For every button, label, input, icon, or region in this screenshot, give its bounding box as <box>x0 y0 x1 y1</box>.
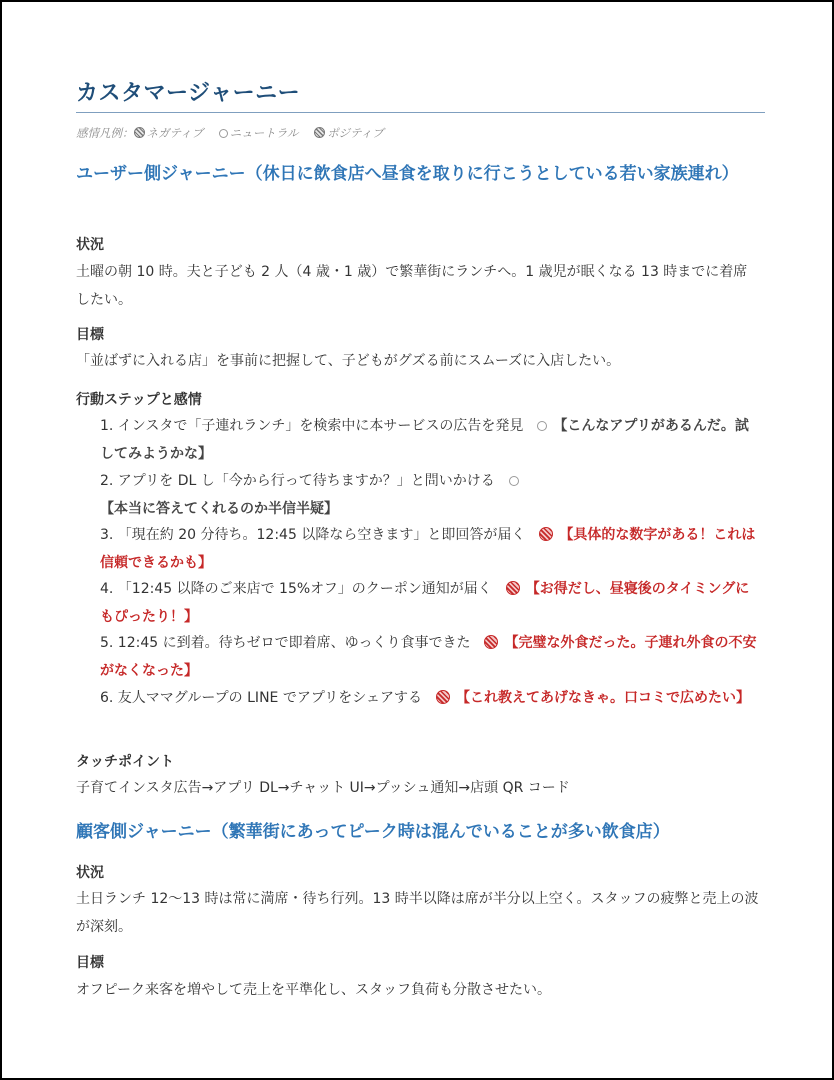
positive-circle-icon <box>506 581 520 595</box>
user-situation-text: 土曜の朝 10 時。夫と子ども 2 人（4 歳・1 歳）で繁華街にランチへ。1 歳児が眠くなる 13 時までに着席したい。 <box>76 264 748 308</box>
step-emotion-quote: 【こんなアプリがあるんだ。試してみようかな】 <box>100 418 749 462</box>
legend-neutral-label: ニュートラル <box>229 126 299 140</box>
journey-step <box>100 521 760 577</box>
user-goal-text: 「並ばずに入れる店」を事前に把握して、子どもがグズる前にスムーズに入店したい。 <box>76 353 621 369</box>
legend-positive <box>314 126 384 140</box>
step-text: 1. インスタで「子連れランチ」を検索中に本サービスの広告を発見 <box>100 418 524 434</box>
hatched-circle-icon <box>314 127 325 138</box>
store-goal-label: 目標 <box>76 955 104 971</box>
step-emotion-quote: 【本当に答えてくれるのか半信半疑】 <box>100 501 338 517</box>
user-goal-label: 目標 <box>76 327 104 343</box>
legend-prefix: 感情凡例： <box>76 126 134 140</box>
step-emotion-quote: 【お得だし、昼寝後のタイミングにもぴったり！】 <box>100 581 750 625</box>
legend-negative-label: ネガティブ <box>146 126 204 140</box>
user-touchpoints-label: タッチポイント <box>76 754 174 770</box>
positive-circle-icon <box>484 635 498 649</box>
page-title: カスタマージャーニー <box>76 81 301 106</box>
store-situation-text: 土日ランチ 12〜13 時は常に満席・待ち行列。13 時半以降は席が半分以上空く。スタッフの疲弊と売上の波が深刻。 <box>76 891 759 935</box>
user-journey-heading: ユーザー側ジャーニー（休日に飲食店へ昼食を取りに行こうとしている若い家族連れ） <box>76 164 739 184</box>
neutral-circle-icon <box>509 476 519 486</box>
step-text: 2. アプリを DL し「今から行って待ちますか？」と問いかける <box>100 473 495 489</box>
journey-step <box>100 629 760 685</box>
positive-circle-icon <box>436 690 450 704</box>
journey-step <box>100 684 760 712</box>
legend-negative <box>134 126 204 140</box>
store-journey-heading: 顧客側ジャーニー（繁華街にあってピーク時は混んでいることが多い飲食店） <box>76 822 670 842</box>
step-emotion-quote: 【具体的な数字がある！これは信頼できるかも】 <box>100 527 756 571</box>
journey-step <box>100 575 760 631</box>
journey-step <box>100 412 760 468</box>
step-emotion-quote: 【完璧な外食だった。子連れ外食の不安がなくなった】 <box>100 635 757 679</box>
user-touchpoints-text: 子育てインスタ広告→アプリ DL→チャット UI→プッシュ通知→店頭 QR コード <box>76 780 570 796</box>
journey-step <box>100 467 760 523</box>
step-emotion-quote: 【これ教えてあげなきゃ。口コミで広めたい】 <box>456 690 750 706</box>
neutral-circle-icon <box>537 421 547 431</box>
step-text: 5. 12:45 に到着。待ちゼロで即着席、ゆっくり食事できた <box>100 635 471 651</box>
title-divider <box>76 112 765 113</box>
legend-neutral <box>219 126 299 140</box>
legend-positive-label: ポジティブ <box>327 126 384 140</box>
step-text: 6. 友人ママグループの LINE でアプリをシェアする <box>100 690 422 706</box>
step-text: 4. 「12:45 以降のご来店で 15%オフ」のクーポン通知が届く <box>100 581 492 597</box>
user-situation-label: 状況 <box>76 237 104 253</box>
store-goal-text: オフピーク来客を増やして売上を平準化し、スタッフ負荷も分散させたい。 <box>76 982 552 998</box>
neutral-circle-icon <box>219 129 228 138</box>
hatched-circle-icon <box>134 127 145 138</box>
store-situation-label: 状況 <box>76 865 104 881</box>
step-text: 3. 「現在約 20 分待ち。12:45 以降なら空きます」と即回答が届く <box>100 527 526 543</box>
emotion-legend <box>76 125 396 141</box>
positive-circle-icon <box>539 527 553 541</box>
user-steps-label: 行動ステップと感情 <box>76 392 202 408</box>
